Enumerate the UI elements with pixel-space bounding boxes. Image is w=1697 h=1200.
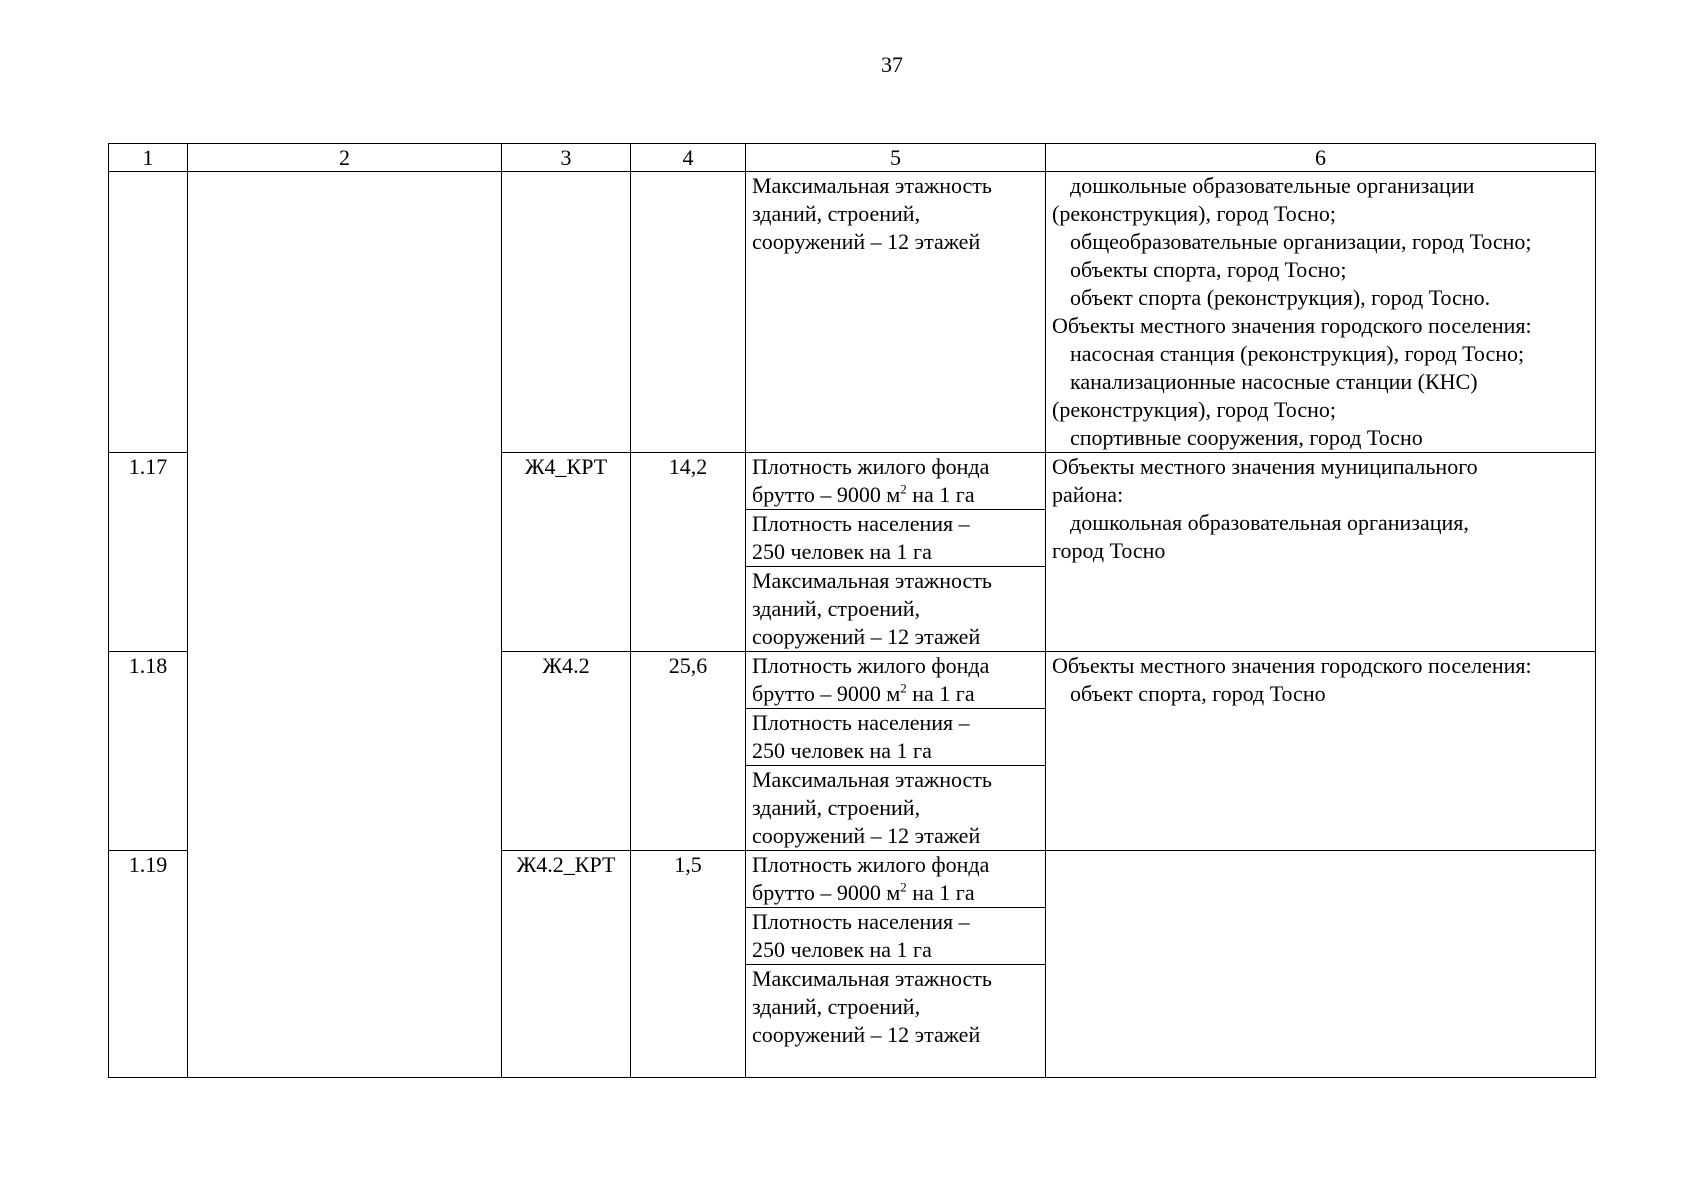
param-text: зданий, строений, [752,596,921,621]
zone-code: Ж4.2 [502,652,631,851]
cont-params [746,172,1046,453]
zone-area: 14,2 [631,453,746,652]
row-number: 1.19 [109,851,188,1078]
param-text: Плотность жилого фонда [752,852,990,877]
cont-object-line: объект спорта (реконструкция), город Тосно. [1070,285,1491,310]
cont-param-line: зданий, строений, [752,201,921,226]
cont-param-line: сооружений – 12 этажей [752,229,981,254]
zoning-table [108,143,1596,1078]
object-line: Объекты местного значения городского поселения: [1052,653,1532,678]
header-col-6: 6 [1046,144,1596,172]
param-text: брутто – 9000 м [752,681,901,706]
superscript: 2 [900,680,907,696]
param-text: Максимальная этажность [752,966,992,991]
superscript: 2 [900,481,907,497]
param-text: сооружений – 12 этажей [752,624,981,649]
param-population-density [746,908,1046,965]
cont-object-line: дошкольные образовательные организации [1070,173,1475,198]
cont-object-line: канализационные насосные станции (КНС) [1070,369,1478,394]
header-col-2: 2 [188,144,502,172]
page-number: 37 [881,52,903,77]
objects-cell [1046,453,1596,652]
param-text: брутто – 9000 м [752,880,901,905]
param-text: Максимальная этажность [752,568,992,593]
param-text: Плотность населения – [752,511,970,536]
zone-area: 25,6 [631,652,746,851]
zone-area: 1,5 [631,851,746,1078]
header-col-4: 4 [631,144,746,172]
header-col-5: 5 [746,144,1046,172]
param-max-floors [746,567,1046,652]
param-max-floors [746,766,1046,851]
cont-col-4 [631,172,746,453]
param-text: Плотность жилого фонда [752,653,990,678]
param-max-floors [746,965,1046,1078]
header-col-1: 1 [109,144,188,172]
cont-object-line: (реконструкция), город Тосно; [1052,201,1336,226]
objects-cell-empty [1046,851,1596,1078]
cont-col-1 [109,172,188,453]
object-line: город Тосно [1052,538,1166,563]
param-text: Плотность населения – [752,909,970,934]
param-text: на 1 га [906,880,975,905]
zone-code: Ж4.2_КРТ [502,851,631,1078]
cont-object-line: общеобразовательные организации, город Тосно; [1070,229,1532,254]
object-line: дошкольная образовательная организация, [1070,510,1469,535]
param-text: Плотность жилого фонда [752,454,990,479]
param-text: на 1 га [906,482,975,507]
cont-object-line: объекты спорта, город Тосно; [1070,257,1347,282]
param-text: Плотность населения – [752,710,970,735]
continuation-row [109,172,1596,453]
param-text: Максимальная этажность [752,767,992,792]
cont-param-line: Максимальная этажность [752,173,992,198]
param-text: сооружений – 12 этажей [752,823,981,848]
cont-object-line: (реконструкция), город Тосно; [1052,397,1336,422]
param-text: брутто – 9000 м [752,482,901,507]
zone-code: Ж4_КРТ [502,453,631,652]
row-number: 1.17 [109,453,188,652]
param-text: зданий, строений, [752,795,921,820]
param-text: сооружений – 12 этажей [752,1022,981,1047]
param-text: 250 человек на 1 га [752,937,932,962]
cont-object-line: спортивные сооружения, город Тосно [1070,425,1423,450]
param-population-density [746,510,1046,567]
param-housing-density [746,851,1046,908]
cont-object-line: Объекты местного значения городского поселения: [1052,313,1532,338]
cont-object-line: насосная станция (реконструкция), город Тосно; [1070,341,1525,366]
header-col-3: 3 [502,144,631,172]
object-line: Объекты местного значения муниципального [1052,454,1478,479]
objects-cell [1046,652,1596,851]
cont-objects [1046,172,1596,453]
param-text: на 1 га [906,681,975,706]
param-population-density [746,709,1046,766]
cont-col-2 [188,172,502,1078]
param-housing-density [746,453,1046,510]
object-line: объект спорта, город Тосно [1070,681,1326,706]
row-number: 1.18 [109,652,188,851]
param-text: 250 человек на 1 га [752,539,932,564]
cont-col-3 [502,172,631,453]
superscript: 2 [900,879,907,895]
param-text: зданий, строений, [752,994,921,1019]
table-header-row [109,144,1596,172]
object-line: района: [1052,482,1124,507]
param-text: 250 человек на 1 га [752,738,932,763]
param-housing-density [746,652,1046,709]
